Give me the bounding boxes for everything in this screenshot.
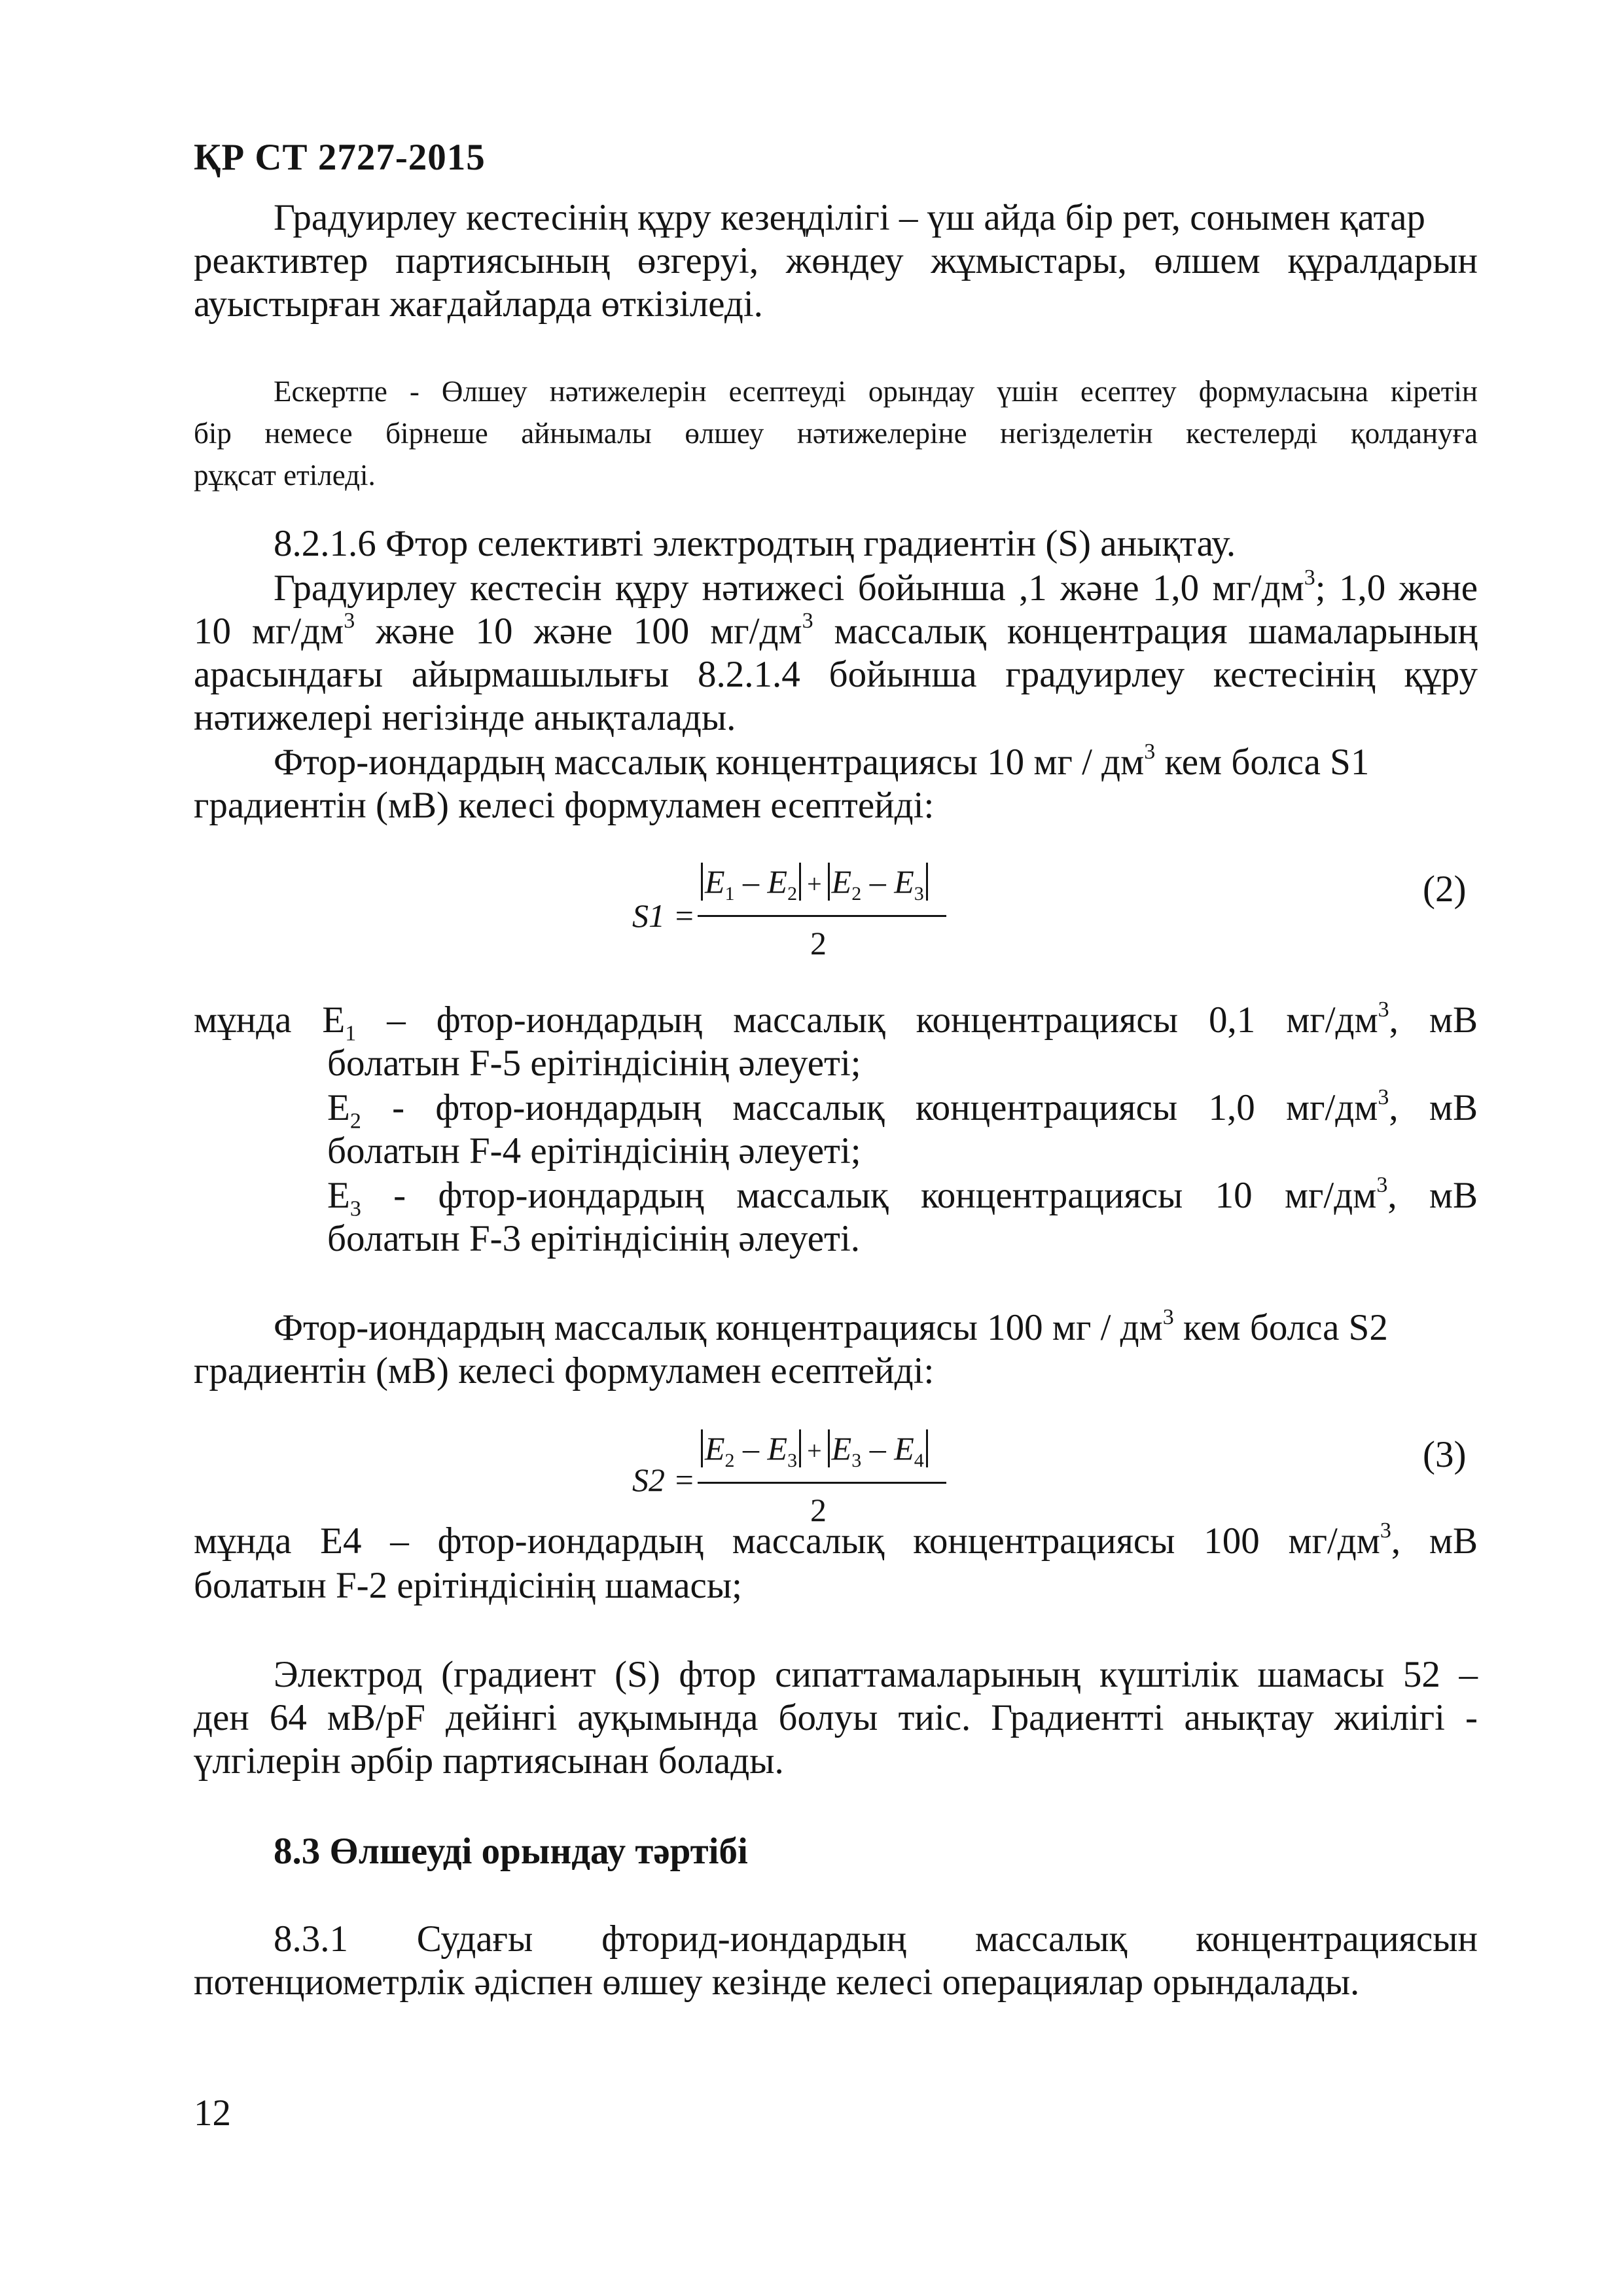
p4-line-3: үлгілерін әрбір партиясынан болады. (194, 1740, 784, 1782)
formula-2-fraction-line (698, 915, 946, 917)
intro-line-2: реактивтер партиясының өзгеруі, жөндеу жұмыстары, өлшем құралдарын (194, 240, 1478, 281)
formula-3-fraction-line (698, 1482, 946, 1484)
intro-line-3: ауыстырған жағдайларда өткізіледі. (194, 283, 763, 325)
defs1-line-4: болатын F-4 ерітіндісінің әлеуеті; (327, 1130, 861, 1172)
s8216-p2-line-2: градиентін (мВ) келесі формуламен есептейді: (194, 785, 935, 826)
formula-2-lhs: S1 = (632, 897, 696, 934)
document-code: ҚР СТ 2727-2015 (194, 137, 486, 178)
defs1-line-6: болатын F-3 ерітіндісінің әлеуеті. (327, 1218, 861, 1259)
formula-3-number: (3) (1423, 1434, 1467, 1475)
s8216-p1-line-2: 10 $мг/дм^3$ және 10 және 100 $мг/дм^3$ массалық концентрация шамаларының (194, 609, 1478, 652)
formula-2-denominator: 2 (810, 925, 827, 961)
note-line-2: бір немесе бірнеше айнымалы өлшеу нәтижелеріне негізделетін кестелерді қолдануға (194, 417, 1478, 450)
defs1-line-5: $E_3$ - фтор-иондардың массалық концентрациясы 10 $мг/дм^3$, мВ (327, 1173, 1478, 1221)
page-number: 12 (194, 2092, 231, 2134)
s8216-p1-line-1: Градуирлеу кестесін құру нәтижесі бойынша ,1 және 1,0 $мг/дм^3$; 1,0 және (274, 565, 1478, 609)
note-line-3: рұқсат етіледі. (194, 459, 376, 492)
s8216-p2-line-1: Фтор-иондардың массалық концентрациясы 10 мг / $дм^3$ кем болса S1 (274, 740, 1370, 783)
s8216-p1-line-4: нәтижелері негізінде анықталады. (194, 697, 736, 738)
formula-3-denominator: 2 (810, 1492, 827, 1528)
p4-line-1: Электрод (градиент (S) фтор сипаттамаларының күштілік шамасы 52 – (274, 1654, 1478, 1695)
defs1-line-3: $E_2$ - фтор-иондардың массалық концентрациясы 1,0 $мг/дм^3$, мВ (327, 1085, 1478, 1134)
formula-2-numerator: $E_1 - E_2 + E_2 - E_3$ (699, 863, 930, 901)
note-line-1: Ескертпе - Өлшеу нәтижелерін есептеуді орындау үшін есептеу формуласына кіретін (274, 375, 1478, 408)
intro-line-1: Градуирлеу кестесінің құру кезеңділігі – үш айда бір рет, сонымен қатар (274, 197, 1425, 238)
defs2-line-1: мұнда Е4 – фтор-иондардың массалық концентрациясы 100 $мг/дм^3$, мВ (194, 1518, 1478, 1562)
defs1-line-2: болатын F-5 ерітіндісінің әлеуеті; (327, 1043, 861, 1084)
p4-line-2: ден 64 мВ/pF дейінгі ауқымында болуы тиіс. Градиентті анықтау жиілігі - (194, 1697, 1478, 1738)
section-8-3-heading: 8.3 Өлшеуді орындау тәртібі (274, 1831, 748, 1872)
s8216-p1-line-3: арасындағы айырмашылығы 8.2.1.4 бойынша градуирлеу кестесінің құру (194, 654, 1478, 695)
s831-line-2: потенциометрлік әдіспен өлшеу кезінде келесі операциялар орындалады. (194, 1962, 1360, 2003)
p3-line-1: Фтор-иондардың массалық концентрациясы 100 мг / $дм^3$ кем болса S2 (274, 1305, 1388, 1348)
defs1-line-1: мұнда $E_1$ – фтор-иондардың массалық концентрациясы 0,1 $мг/дм^3$, мВ (194, 997, 1478, 1046)
s831-line-1: 8.3.1 Судағы фторид-иондардың массалық концентрациясын (274, 1918, 1478, 1960)
formula-3-numerator: $E_2 - E_3 + E_3 - E_4$ (699, 1429, 930, 1467)
section-8-2-1-6-title: 8.2.1.6 Фтор селективті электродтың градиентін (S) анықтау. (274, 523, 1236, 564)
formula-2-number: (2) (1423, 869, 1467, 910)
formula-3-lhs: S2 = (632, 1462, 696, 1498)
p3-line-2: градиентін (мВ) келесі формуламен есептейді: (194, 1350, 935, 1391)
defs2-line-2: болатын F-2 ерітіндісінің шамасы; (194, 1565, 742, 1606)
